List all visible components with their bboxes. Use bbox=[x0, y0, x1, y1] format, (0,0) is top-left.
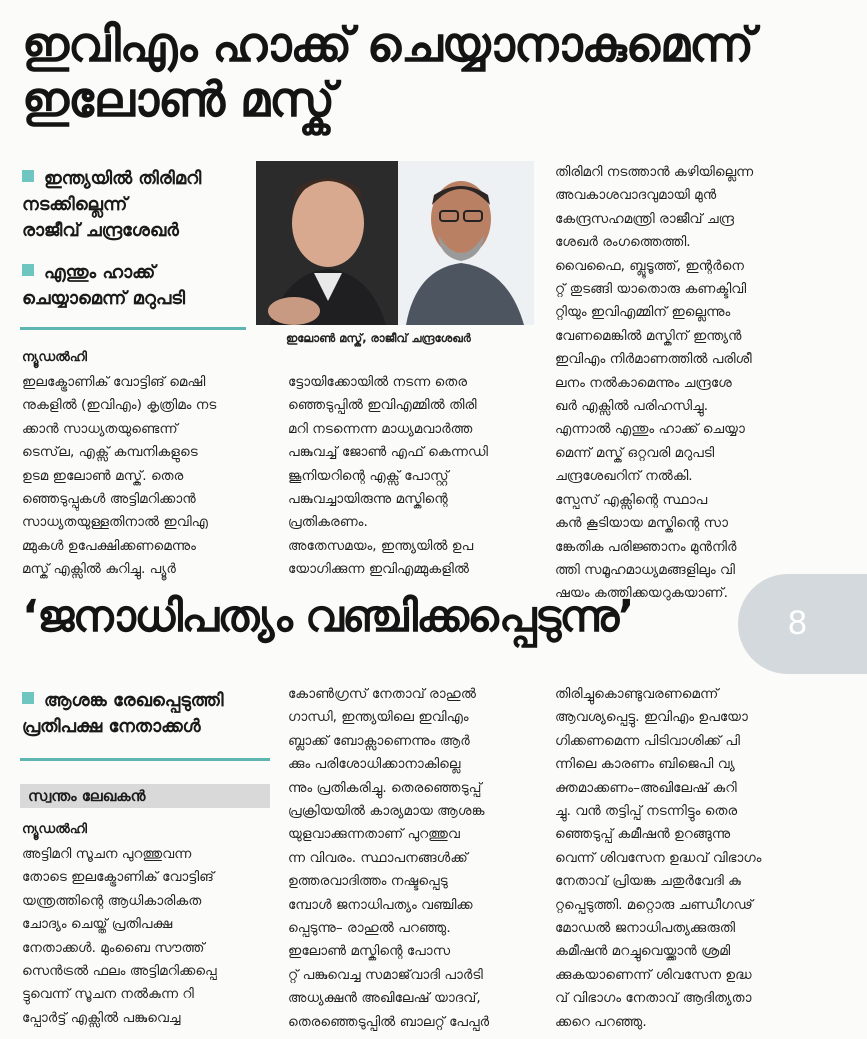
main-headline bbox=[22, 18, 802, 128]
bullet-square-icon bbox=[22, 692, 34, 704]
second-headline: ‘ജനാധിപത്യം വഞ്ചിക്കപ്പെടുന്നു’ bbox=[22, 591, 634, 642]
byline: സ്വന്തം ലേഖകൻ bbox=[20, 784, 270, 808]
article2-column-1: അട്ടിമറി സൂചന പുറത്തുവന്ന തോടെ ഇലക്ട്രോണിക് വോട്ടിങ് യന്ത്രത്തിന്റെ ആധികാരികത ചോദ്യം ചെയ്ത് പ്രതിപക്ഷ നേതാക്കൾ. മുംബൈ സൗത്ത് സെൻട്രൽ ഫലം അട്ടിമറിക്കപ്പെ ട്ടുവെന്ന് സൂചന നൽകുന്ന റി പ്പോർട്ട് എക്സിൽ പങ്കുവെച്ച bbox=[22, 846, 217, 1026]
highlight-bullet-1 bbox=[22, 166, 252, 244]
bullet-text: ഇന്ത്യയിൽ തിരിമറി നടക്കില്ലെന്ന് രാജീവ് ചന്ദ്രശേഖർ bbox=[22, 168, 202, 242]
teal-divider bbox=[20, 327, 246, 330]
bullet-square-icon bbox=[22, 264, 34, 276]
article1-column-1: ഇലക്ട്രോണിക് വോട്ടിങ് മെഷി നുകളിൽ (ഇവിഎം) കൃത്രിമം നട ക്കാൻ സാധ്യതയുണ്ടെന്ന് ടെസ്‌ല, എക്സ് കമ്പനികളുടെ ഉടമ ഇലോൺ മസ്ക്. തെര ഞ്ഞെടുപ്പുകൾ അട്ടിമറിക്കാൻ സാധ്യതയുള്ളതിനാൽ ഇവിഎ മ്മുകൾ ഉപേക്ഷിക്കണമെന്നും മസ്ക് എക്സിൽ കുറിച്ചു. പ്യൂർ bbox=[22, 374, 217, 578]
article2-column-3: തിരിച്ചുകൊണ്ടുവരണമെന്ന് ആവശ്യപ്പെട്ടു. ഇവിഎം ഉപയോ ഗിക്കണമെന്ന പിടിവാശിക്ക് പി ന്നിലെ കാരണം ബിജെപി വ്യ ക്തമാക്കണം–അഖിലേഷ് കുറി ച്ചു. വൻ തട്ടിപ്പ് നടന്നിട്ടും തെര ഞ്ഞെടുപ്പ് കമീഷൻ ഉറങ്ങുന്നു വെന്ന് ശിവസേന ഉദ്ധവ് വിഭാഗം നേതാവ് പ്രിയങ്ക ചതുർവേദി കു റ്റപ്പെടുത്തി. മറ്റൊരു ചണ്ഡീഗഢ് മോഡൽ ജനാധിപത്യക്കുരുതി കമീഷൻ മറച്ചുവെയ്ക്കാൻ ശ്രമി ക്കുകയാണെന്ന് ശിവസേന ഉദ്ധ വ് വിഭാഗം നേതാവ് ആദിത്യതാ ക്കറെ പറഞ്ഞു. bbox=[555, 686, 762, 1030]
article2-column-2: കോൺഗ്രസ് നേതാവ് രാഹുൽ ഗാന്ധി, ഇന്ത്യയിലെ ഇവിഎം ബ്ലാക്ക് ബോക്സാണെന്നും ആർ ക്കും പരിശോധിക്കാനാകില്ലെ ന്നും പ്രതികരിച്ചു. തെരഞ്ഞെടുപ്പ് പ്രക്രിയയിൽ കാര്യമായ ആശങ്ക യുളവാക്കുന്നതാണ് പുറത്തുവ ന്ന വിവരം. സ്ഥാപനങ്ങൾക്ക് ഉത്തരവാദിത്തം നഷ്ടപ്പെടു മ്പോൾ ജനാധിപത്യം വഞ്ചിക്ക പ്പെടുന്നു– രാഹുൽ പറഞ്ഞു. ഇലോൺ മസ്കിന്റെ പോസ റ്റ് പങ്കുവെച്ച സമാജ്‌വാദി പാർടി അധ്യക്ഷൻ അഖിലേഷ് യാദവ്, തെരഞ്ഞെടുപ്പിൽ ബാലറ്റ് പേപ്പർ bbox=[288, 686, 490, 1030]
dateline: ന്യൂഡൽഹി bbox=[22, 350, 87, 365]
article1-column-2: ട്ടോയിക്കോയിൽ നടന്ന തെര ഞ്ഞെടുപ്പിൽ ഇവിഎമ്മിൽ തിരി മറി നടന്നെന്ന മാധ്യമവാർത്ത പങ്കുവച്ച് ജോൺ എഫ് കെന്നഡി ജൂനിയറിന്റെ എക്സ് പോസ്റ്റ് പങ്കുവച്ചായിരുന്നു മസ്കിന്റെ പ്രതികരണം. അതേസമയം, ഇന്ത്യയിൽ ഉപ യോഗിക്കുന്ന ഇവിഎമ്മുകളിൽ bbox=[288, 374, 488, 578]
page-number: 8 bbox=[788, 604, 807, 642]
bullet-text: ആശങ്ക രേഖപ്പെടുത്തി പ്രതിപക്ഷ നേതാക്കൾ bbox=[22, 690, 224, 738]
bullet-square-icon bbox=[22, 170, 34, 182]
bullet-text: എന്തും ഹാക്ക് ചെയ്യാമെന്ന് മറുപടി bbox=[22, 262, 185, 310]
photo-caption: ഇലോൺ മസ്ക്, രാജീവ് ചന്ദ്രശേഖർ bbox=[286, 331, 471, 345]
dateline: ന്യൂഡൽഹി bbox=[22, 822, 87, 837]
headline-line-2: ഇലോൺ മസ്ക് bbox=[22, 72, 335, 129]
article-photo bbox=[256, 161, 534, 325]
headline-line-1: ഇവിഎം ഹാക്ക് ചെയ്യാനാകുമെന്ന് bbox=[22, 17, 754, 73]
teal-divider bbox=[20, 758, 270, 761]
article1-column-3: തിരിമറി നടത്താൻ കഴിയില്ലെന്ന അവകാശവാദവുമായി മുൻ കേന്ദ്രസഹമന്ത്രി രാജീവ് ചന്ദ്ര ശേഖർ രംഗത്തെത്തി. വൈഫൈ, ബ്ലൂടൂത്ത്, ഇന്റർനെ റ്റ് തുടങ്ങി യാതൊരു കണക്ടിവി റ്റിയും ഇവിഎമ്മിന് ഇല്ലെന്നും വേണമെങ്കിൽ മസ്കിന് ഇന്ത്യൻ ഇവിഎം നിർമാണത്തിൽ പരിശീ ലനം നൽകാമെന്നും ചന്ദ്രശേ ഖർ എക്സിൽ പരിഹസിച്ചു. എന്നാൽ എന്തും ഹാക്ക് ചെയ്യാ മെന്ന് മസ്ക് ഒറ്റവരി മറുപടി ചന്ദ്രശേഖറിന് നൽകി. സ്പേസ് എക്സിന്റെ സ്ഥാപ കൻ കൂടിയായ മസ്കിന്റെ സാ ങ്കേതിക പരിജ്ഞാനം മുൻനിർ ത്തി സമൂഹമാധ്യമങ്ങളിലും വി ഷയം കത്തിക്കയറുകയാണ്. bbox=[555, 164, 754, 602]
page-number-tab bbox=[738, 574, 867, 674]
portrait-left-face bbox=[292, 179, 364, 267]
highlight-bullet-2 bbox=[22, 260, 252, 312]
highlight-bullet-3 bbox=[22, 688, 272, 740]
